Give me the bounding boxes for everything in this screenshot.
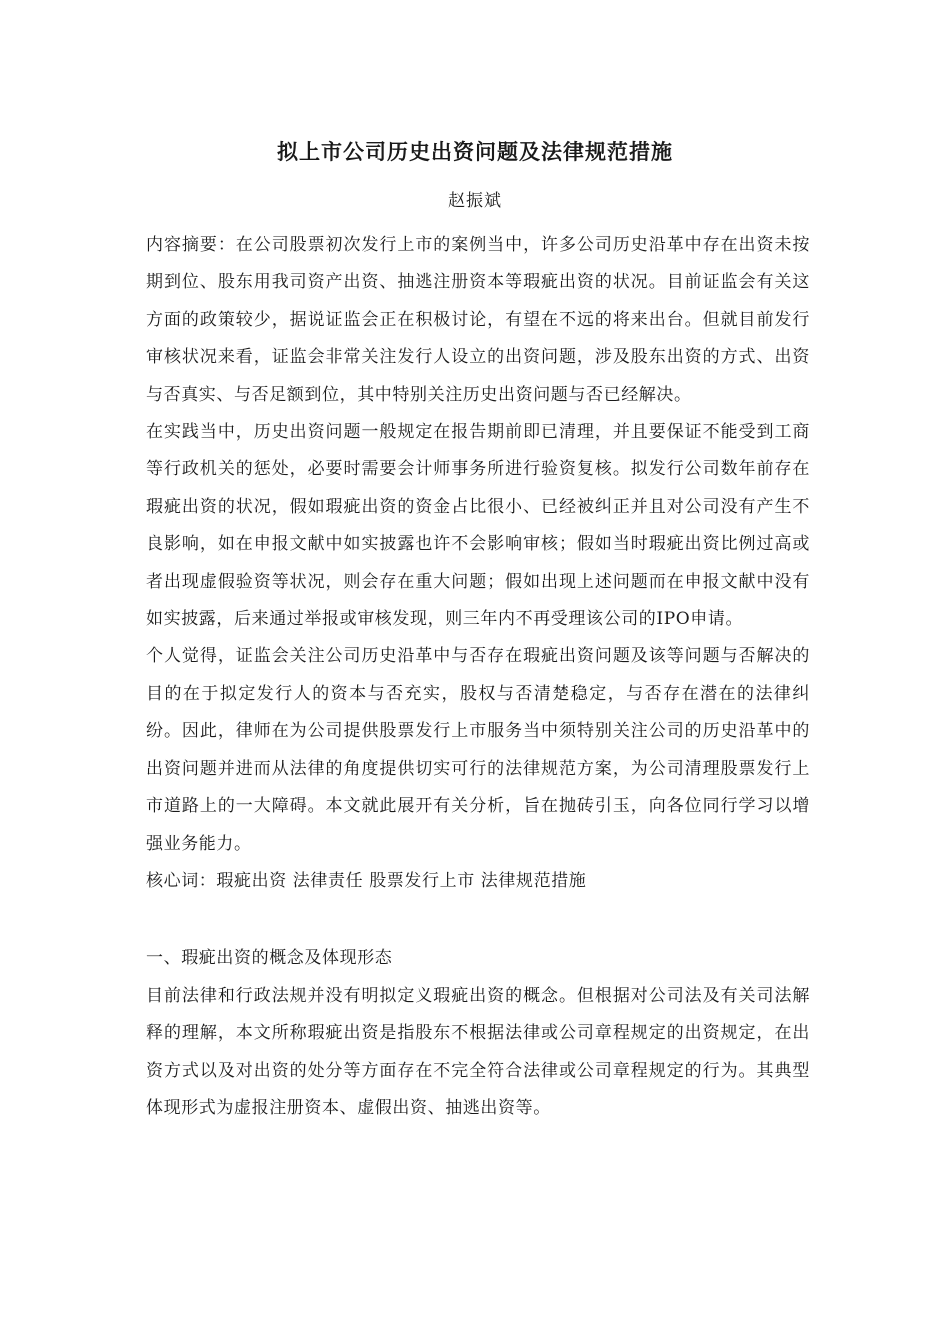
document-body bbox=[146, 227, 810, 1127]
practice-paragraph: 在实践当中，历史出资问题一般规定在报告期前即已清理，并且要保证不能受到工商等行政机关的惩处，必要时需要会计师事务所进行验资复核。拟发行公司数年前存在瑕疵出资的状况，假如瑕疵出资的资金占比很小、已经被纠正并且对公司没有产生不良影响，如在申报文献中如实披露也许不会影响审核；假如当时瑕疵出资比例过高或者出现虚假验资等状况，则会存在重大问题；假如出现上述问题而在申报文献中没有如实披露，后来通过举报或审核发现，则三年内不再受理该公司的IPO申请。 bbox=[146, 422, 810, 630]
document-author: 赵振斌 bbox=[448, 191, 502, 211]
section-heading: 一、瑕疵出资的概念及体现形态 bbox=[146, 948, 393, 969]
section-paragraph: 目前法律和行政法规并没有明拟定义瑕疵出资的概念。但根据对公司法及有关司法解释的理解，本文所称瑕疵出资是指股东不根据法律或公司章程规定的出资规定，在出资方式以及对出资的处分等方面存在不完全符合法律或公司章程规定的行为。其典型体现形式为虚报注册资本、虚假出资、抽逃出资等。 bbox=[146, 985, 810, 1118]
abstract-paragraph: 内容摘要：在公司股票初次发行上市的案例当中，许多公司历史沿革中存在出资未按期到位、股东用我司资产出资、抽逃注册资本等瑕疵出资的状况。目前证监会有关这方面的政策较少，据说证监会正在积极讨论，有望在不远的将来出台。但就目前发行审核状况来看，证监会非常关注发行人设立的出资问题，涉及股东出资的方式、出资与否真实、与否足额到位，其中特别关注历史出资问题与否已经解决。 bbox=[146, 235, 810, 405]
keywords-paragraph: 核心词：瑕疵出资 法律责任 股票发行上市 法律规范措施 bbox=[146, 870, 587, 891]
opinion-paragraph: 个人觉得，证监会关注公司历史沿革中与否存在瑕疵出资问题及该等问题与否解决的目的在于拟定发行人的资本与否充实，股权与否清楚稳定，与否存在潜在的法律纠纷。因此，律师在为公司提供股票发行上市服务当中须特别关注公司的历史沿革中的出资问题并进而从法律的角度提供切实可行的法律规范方案，为公司清理股票发行上市道路上的一大障碍。本文就此展开有关分析，旨在抛砖引玉，向各位同行学习以增强业务能力。 bbox=[146, 646, 810, 854]
section-spacer bbox=[146, 900, 810, 940]
document-title: 拟上市公司历史出资问题及法律规范措施 bbox=[277, 139, 673, 164]
